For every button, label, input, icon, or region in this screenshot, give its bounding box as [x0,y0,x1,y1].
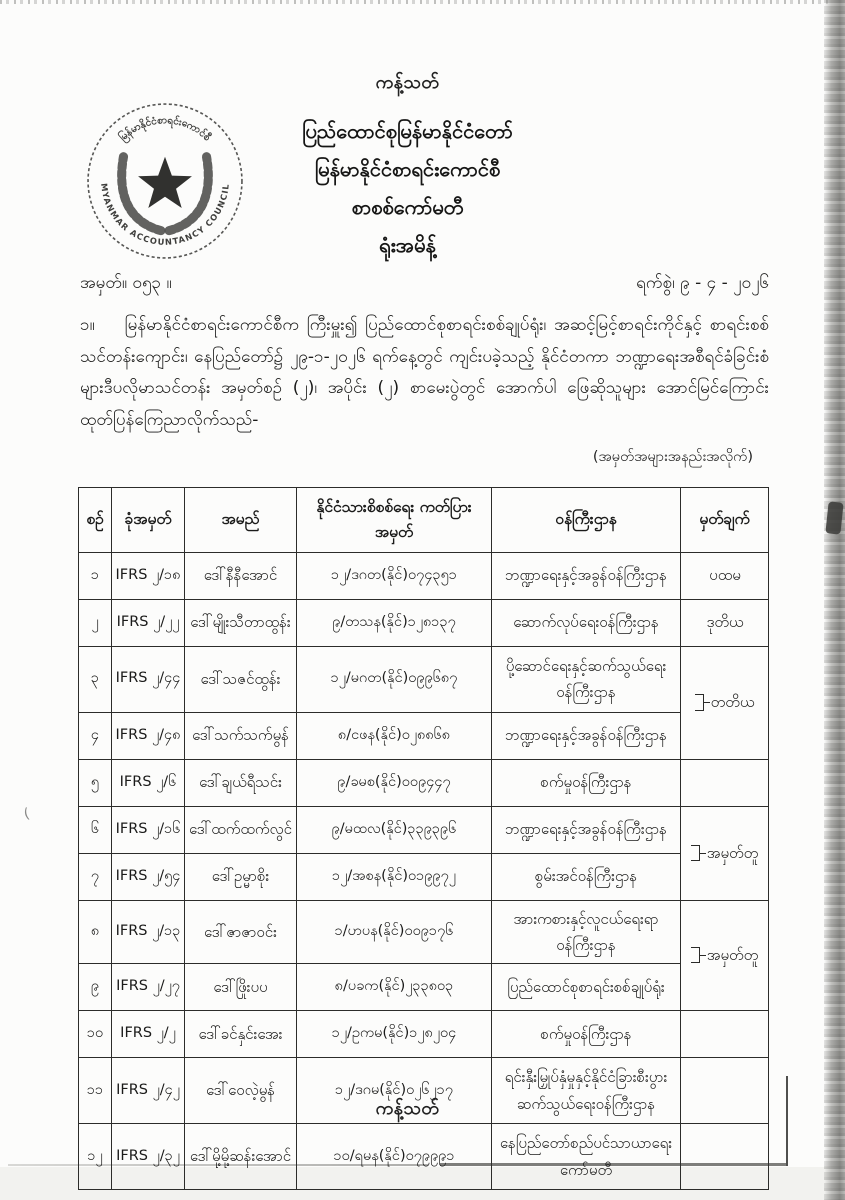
scan-artifact-pen-mark: ( [22,805,32,823]
cell-roll-number: IFRS ၂/၃၂ [112,1124,185,1190]
cell-candidate-name: ဒေါ်ခင်နှင်းအေး [185,1011,297,1058]
column-header-ministry: ဝန်ကြီးဌာန [492,488,681,553]
cell-serial: ၁၂ [79,1124,112,1190]
cell-nrc-number: ၁၂/ဒဂတ(နိုင်)၀၇၄၃၅၁ [297,552,492,599]
cell-nrc-number: ၁၂/အစန(နိုင်)၀၁၉၉၇၂ [297,853,492,900]
table-row [79,552,769,599]
column-header-roll-number: ခုံအမှတ် [112,488,185,553]
cell-serial: ၆ [79,806,112,853]
cell-roll-number: IFRS ၂/၂၇ [112,964,185,1011]
table-row [79,964,769,1011]
table-row [79,712,769,759]
clause-number: ၁။ [80,315,95,335]
cell-candidate-name: ဒေါ်ထက်ထက်လွင် [185,806,297,853]
remark-group-bracket [695,694,704,710]
classification-marking-bottom: ကန့်သတ် [375,1098,440,1119]
cell-roll-number: IFRS ၂/၁၆ [112,806,185,853]
column-header-serial: စဉ် [79,488,112,553]
cell-nrc-number: ၁၀/ရမန(နိုင်)၀၇၉၉၉၁ [297,1124,492,1190]
cell-candidate-name: ဒေါ်ဝေလဲ့မွန် [185,1058,297,1124]
cell-ministry: စွမ်းအင်ဝန်ကြီးဌာန [492,853,681,900]
cell-remark [681,1011,769,1058]
cell-remark [681,759,769,806]
cell-serial: ၇ [79,853,112,900]
scan-artifact-top-edge [0,0,845,4]
cell-roll-number: IFRS ၂/၆ [112,759,185,806]
cell-roll-number: IFRS ၂/၂ [112,1011,185,1058]
cell-ministry: ပို့ဆောင်ရေးနှင့်ဆက်သွယ်ရေး ဝန်ကြီးဌာန [492,646,681,712]
cell-nrc-number: ၈/ငဖန(နိုင်)၀၂၈၈၆၈ [297,712,492,759]
cell-ministry: ဘဏ္ဍာရေးနှင့်အခွန်ဝန်ကြီးဌာန [492,712,681,759]
order-title: ရုံးအမိန့် [379,233,436,257]
table-row [79,806,769,853]
cell-serial: ၈ [79,900,112,964]
cell-candidate-name: ဒေါ်မို့မို့ဆန်းအောင် [185,1124,297,1190]
body-paragraph [80,310,769,436]
results-table-body [79,552,769,1190]
table-row [79,759,769,806]
table-row [79,599,769,646]
scan-artifact-right-strip [824,0,845,1200]
column-header-remark: မှတ်ချက် [681,488,769,553]
cell-nrc-number: ၉/ခမစ(နိုင်)၀၀၉၄၄၇ [297,759,492,806]
classification-marking-top: ကန့်သတ် [375,72,440,93]
cell-roll-number: IFRS ၂/၅၄ [112,853,185,900]
table-row [79,853,769,900]
table-row [79,1124,769,1190]
cell-remark [681,1124,769,1190]
cell-nrc-number: ၁၂/မဂတ(နိုင်)၀၉၉၆၈၇ [297,646,492,712]
cell-roll-number: IFRS ၂/၄၈ [112,712,185,759]
cell-nrc-number: ၁၂/ဒဂမ(နိုင်)၀၂၆၂၁၇ [297,1058,492,1124]
cell-nrc-number: ၉/တသန(နိုင်)၁၂၈၁၃၇ [297,599,492,646]
state-title: ပြည်ထောင်စုမြန်မာနိုင်ငံတော် [302,119,513,143]
cell-nrc-number: ၁/ဟပန(နိုင်)၀၀၉၁၇၆ [297,900,492,964]
remark-label: ပထမ [709,566,741,585]
cell-candidate-name: ဒေါ်မျိုးသီတာထွန်း [185,599,297,646]
remark-group-bracket [691,845,700,861]
cell-candidate-name: ဒေါ်သက်သက်မွန် [185,712,297,759]
cell-roll-number: IFRS ၂/၁၃ [112,900,185,964]
remark-label: တတိယ [710,693,755,712]
cell-serial: ၅ [79,759,112,806]
cell-nrc-number: ၉/မထလ(နိုင်)၃၃၉၃၉၆ [297,806,492,853]
cell-ministry: ဘဏ္ဍာရေးနှင့်အခွန်ဝန်ကြီးဌာန [492,552,681,599]
cell-ministry: ပြည်ထောင်စုစာရင်းစစ်ချုပ်ရုံး [492,964,681,1011]
cell-ministry: နေပြည်တော်စည်ပင်သာယာရေး ကော်မတီ [492,1124,681,1190]
cell-candidate-name: ဒေါ်သဇင်ထွန်း [185,646,297,712]
cell-nrc-number: ၈/ပခက(နိုင်)၂၃၃၈၀၃ [297,964,492,1011]
cell-candidate-name: ဒေါ်ဇာဇာဝင်း [185,900,297,964]
cell-serial: ၉ [79,964,112,1011]
cell-roll-number: IFRS ၂/၄၂ [112,1058,185,1124]
cell-ministry: ဘဏ္ဍာရေးနှင့်အခွန်ဝန်ကြီးဌာန [492,806,681,853]
order-date: ရက်စွဲ၊ ၉ - ၄ - ၂၀၂၆ [636,273,769,293]
cell-ministry: ရင်းနှီးမြှုပ်နှံမှုနှင့်နိုင်ငံခြားစီးပွား ဆက်သွယ်ရေးဝန်ကြီးဌာန [492,1058,681,1124]
cell-serial: ၄ [79,712,112,759]
cell-candidate-name: ဒေါ်ချယ်ရီသင်း [185,759,297,806]
results-table [78,487,769,1190]
cell-serial: ၁၁ [79,1058,112,1124]
cell-nrc-number: ၁၂/ဥကမ(နိုင်)၁၂၈၂၀၄ [297,1011,492,1058]
cell-roll-number: IFRS ၂/၂၂ [112,599,185,646]
cell-candidate-name: ဒေါ်ဖြိုးပပ [185,964,297,1011]
cell-serial: ၂ [79,599,112,646]
paragraph-text: မြန်မာနိုင်ငံစာရင်းကောင်စီက ကြီးမှူး၍ ပြည်ထောင်စုစာရင်းစစ်ချုပ်ရုံး၊ အဆင့်မြင့်စာရင်းကိုင်နှင့် စာရင်းစစ်သင်တန်းကျောင်း၊ နေပြည်တော်၌ ၂၉-၁-၂၀၂၆ ရက်နေ့တွင် ကျင်းပခဲ့သည့် နိုင်ငံတကာ ဘဏ္ဍာရေးအစီရင်ခံခြင်းစံများဒီပလိုမာသင်တန်း အမှတ်စဉ် (၂)၊ အပိုင်း (၂) စာမေးပွဲတွင် အောက်ပါ ဖြေဆိုသူများ အောင်မြင်ကြောင်း ထုတ်ပြန်ကြေညာလိုက်သည်- [80,315,769,430]
table-row [79,900,769,964]
cell-remark [681,599,769,646]
remark-label: ဒုတိယ [706,613,744,632]
cell-ministry: အားကစားနှင့်လူငယ်ရေးရာဝန်ကြီးဌာန [492,900,681,964]
ranking-note: (အမှတ်အများအနည်းအလိုက်) [592,449,753,465]
cell-remark [681,552,769,599]
cell-serial: ၁၀ [79,1011,112,1058]
remark-group-bracket [691,947,700,963]
cell-candidate-name: ဒေါ်ဥမ္မာစိုး [185,853,297,900]
cell-ministry: စက်မှုဝန်ကြီးဌာန [492,759,681,806]
cell-ministry: ဆောက်လုပ်ရေးဝန်ကြီးဌာန [492,599,681,646]
remark-label: အမှတ်တူ [706,843,759,862]
table-row [79,646,769,712]
cell-ministry: စက်မှုဝန်ကြီးဌာန [492,1011,681,1058]
table-row [79,1011,769,1058]
table-header-row [79,488,769,553]
council-title: မြန်မာနိုင်ငံစာရင်းကောင်စီ [314,157,501,181]
cell-serial: ၃ [79,646,112,712]
cell-serial: ၁ [79,552,112,599]
order-number: အမှတ်။ ၀၅၃ ။ [80,273,172,293]
cell-remark [681,646,769,759]
cell-remark [681,900,769,1011]
seal-top-text: မြန်မာနိုင်ငံစာရင်းကောင်စီ [117,115,213,144]
column-header-nrc: နိုင်ငံသားစိစစ်ရေး ကတ်ပြားအမှတ် [297,488,492,553]
committee-title: စာစစ်ကော်မတီ [351,195,464,219]
cell-roll-number: IFRS ၂/၁၈ [112,552,185,599]
cell-roll-number: IFRS ၂/၄၄ [112,646,185,712]
column-header-name: အမည် [185,488,297,553]
cell-remark [681,806,769,900]
seal-bottom-text: MYANMAR ACCOUNTANCY COUNCIL [99,182,231,247]
remark-label: အမှတ်တူ [706,946,759,965]
cell-candidate-name: ဒေါ်နီနီအောင် [185,552,297,599]
